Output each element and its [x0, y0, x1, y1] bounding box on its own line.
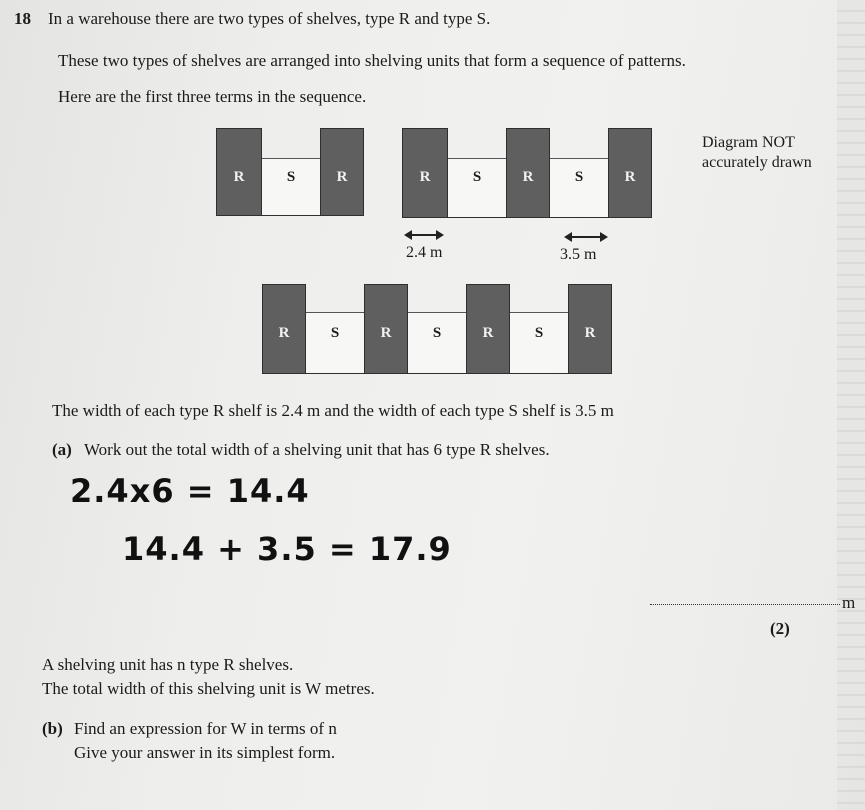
shelf-r [568, 284, 612, 374]
shelf-label: S [286, 169, 296, 185]
r-width-label: 2.4 m [406, 244, 443, 261]
page-edge-binding [837, 0, 865, 810]
diagram-note-line-1: Diagram NOT [702, 134, 795, 151]
working-line-2: 14.4 + 3.5 = 17.9 [122, 530, 452, 568]
shelf-r [466, 284, 510, 374]
shelf-r [364, 284, 408, 374]
shelf-s [510, 312, 568, 374]
shelf-r [216, 128, 262, 216]
shelf-label: R [336, 169, 348, 185]
shelf-label: R [624, 169, 636, 185]
question-number: 18 [14, 9, 31, 28]
marks-a: (2) [770, 619, 790, 638]
shelf-label: S [534, 325, 544, 341]
intro-line-2: These two types of shelves are arranged into shelving units that form a sequence of patterns. [58, 51, 686, 70]
shelf-label: S [330, 325, 340, 341]
shelf-r [608, 128, 652, 218]
shelf-label: R [482, 325, 494, 341]
part-a-prompt: Work out the total width of a shelving unit that has 6 type R shelves. [84, 440, 550, 459]
shelf-s [408, 312, 466, 374]
shelf-label: R [278, 325, 290, 341]
answer-unit: m [842, 593, 856, 612]
shelf-label: R [233, 169, 245, 185]
shelf-r [262, 284, 306, 374]
shelf-r [320, 128, 364, 216]
diagram-note-line-2: accurately drawn [702, 154, 812, 171]
shelf-s [306, 312, 364, 374]
shelf-s [550, 158, 608, 218]
s-width-arrow [566, 236, 606, 238]
shelf-label: R [584, 325, 596, 341]
answer-line-a [650, 604, 840, 605]
part-b-prompt-line-1: Find an expression for W in terms of n [74, 719, 337, 738]
shelf-label: S [472, 169, 482, 185]
context-line-1: A shelving unit has n type R shelves. [42, 655, 294, 674]
shelf-s [448, 158, 506, 218]
widths-statement: The width of each type R shelf is 2.4 m and the width of each type S shelf is 3.5 m [52, 401, 614, 420]
shelf-label: R [522, 169, 534, 185]
part-b-prompt-line-2: Give your answer in its simplest form. [74, 743, 336, 762]
context-line-2: The total width of this shelving unit is W metres. [42, 679, 375, 698]
intro-line-1 [48, 8, 490, 30]
shelf-r [506, 128, 550, 218]
r-width-arrow [406, 234, 442, 236]
intro-text-1: In a warehouse there are two types of shelves, type R and type S. [48, 9, 491, 28]
shelf-s [262, 158, 320, 216]
shelf-label: R [380, 325, 392, 341]
intro-line-3: Here are the first three terms in the sequence. [58, 87, 367, 106]
shelf-label: S [432, 325, 442, 341]
part-b-label: (b) [42, 719, 63, 738]
shelf-label: S [574, 169, 584, 185]
shelf-r [402, 128, 448, 218]
part-a-label: (a) [52, 440, 72, 459]
shelf-label: R [419, 169, 431, 185]
s-width-label: 3.5 m [560, 246, 597, 263]
working-line-1: 2.4x6 = 14.4 [70, 472, 310, 510]
